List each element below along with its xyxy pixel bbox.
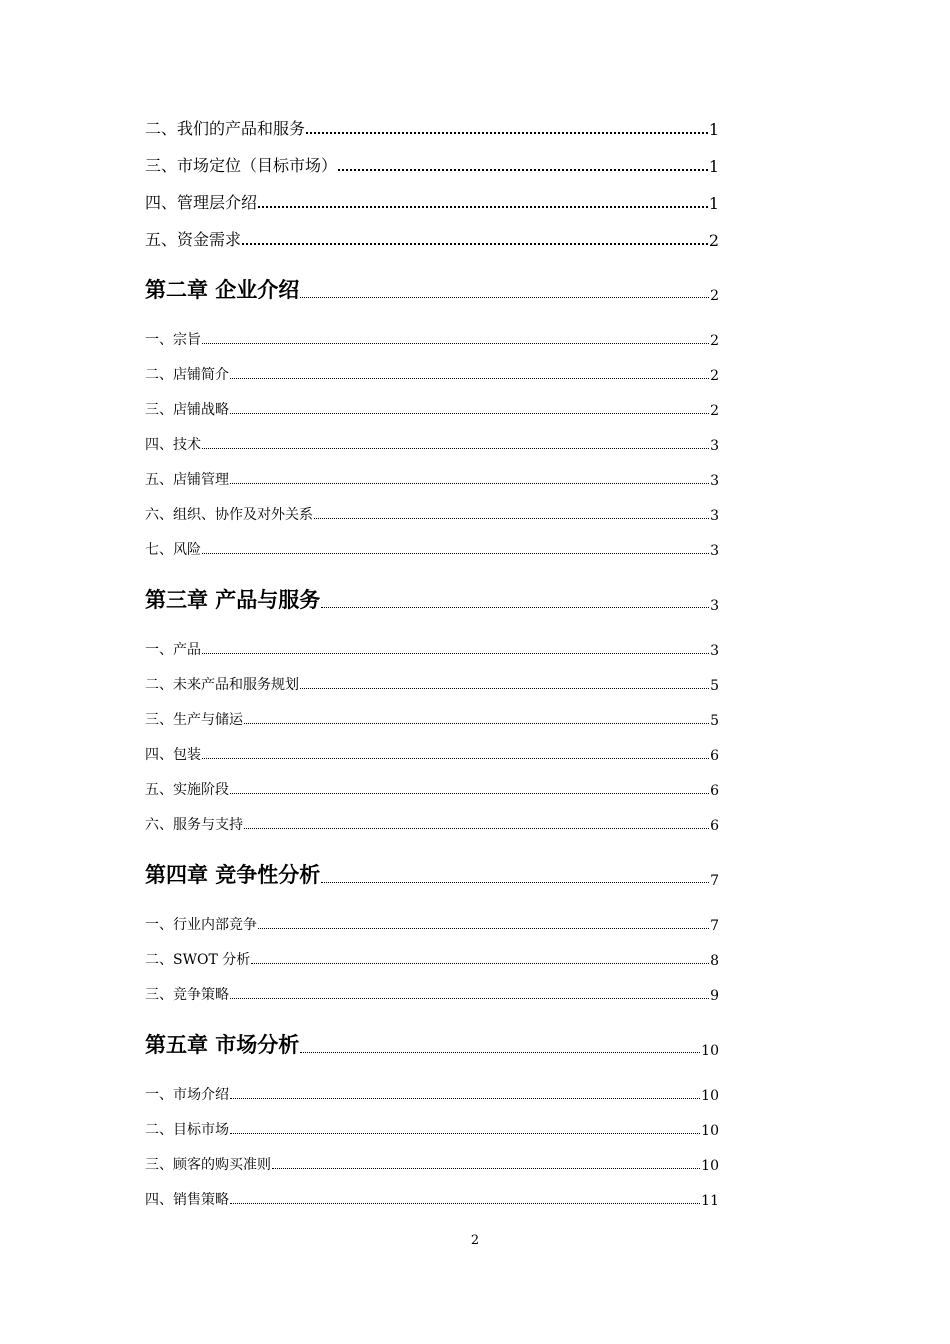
toc-leader-dots: [300, 1052, 700, 1053]
toc-entry-title: 四、销售策略: [145, 1192, 229, 1208]
toc-entry-page: 10: [701, 1043, 719, 1059]
toc-chapter-entry[interactable]: [145, 859, 719, 889]
toc-entry[interactable]: [145, 744, 719, 764]
toc-leader-dots: [230, 413, 709, 414]
toc-entry-title: 一、宗旨: [145, 332, 201, 348]
toc-chapter-entry[interactable]: [145, 1029, 719, 1059]
toc-entry[interactable]: [145, 1119, 719, 1139]
toc-entry[interactable]: [145, 779, 719, 799]
toc-chapter-title: 第二章 企业介绍: [145, 278, 300, 302]
toc-entry[interactable]: [145, 674, 719, 694]
toc-leader-dots: [244, 828, 709, 829]
toc-entry-title: 二、未来产品和服务规划: [145, 677, 299, 693]
toc-entry[interactable]: [145, 914, 719, 934]
toc-entry-page: 10: [701, 1158, 719, 1174]
page-number: 2: [470, 1233, 480, 1248]
toc-leader-dots: [230, 998, 709, 999]
toc-entry-page: 7: [710, 873, 719, 889]
toc-entry[interactable]: [145, 1084, 719, 1104]
toc-entry[interactable]: [145, 117, 719, 139]
toc-entry-title: 三、店铺战略: [145, 402, 229, 418]
toc-entry-title: 一、市场介绍: [145, 1087, 229, 1103]
toc-entry-page: 5: [710, 678, 719, 694]
toc-chapter-entry[interactable]: [145, 584, 719, 614]
toc-leader-dots: [300, 688, 709, 689]
toc-entry-page: 2: [708, 231, 719, 250]
toc-entry-page: 10: [701, 1088, 719, 1104]
toc-entry-title: 六、组织、协作及对外关系: [145, 507, 313, 523]
toc-entry-title: 六、服务与支持: [145, 817, 243, 833]
toc-entry-page: 5: [710, 713, 719, 729]
toc-entry-title: 五、店铺管理: [145, 472, 229, 488]
toc-entry-page: 8: [710, 953, 719, 969]
toc-entry-page: 3: [710, 473, 719, 489]
toc-entry-page: 3: [710, 438, 719, 454]
toc-leader-dots: [306, 132, 708, 134]
toc-entry-page: 9: [710, 988, 719, 1004]
toc-leader-dots: [300, 297, 709, 298]
toc-leader-dots: [202, 448, 709, 449]
toc-entry-title: 二、店铺简介: [145, 367, 229, 383]
toc-chapter-entry[interactable]: [145, 274, 719, 304]
toc-entry[interactable]: [145, 364, 719, 384]
toc-leader-dots: [258, 206, 708, 208]
toc-entry[interactable]: [145, 984, 719, 1004]
toc-entry[interactable]: [145, 814, 719, 834]
toc-entry[interactable]: [145, 639, 719, 659]
toc-entry-page: 1: [708, 120, 719, 139]
toc-entry-title: 三、竞争策略: [145, 987, 229, 1003]
toc-entry-page: 11: [701, 1193, 719, 1209]
toc-entry-page: 7: [710, 918, 719, 934]
toc-entry-page: 6: [710, 818, 719, 834]
toc-entry-title: 一、产品: [145, 642, 201, 658]
toc-entry[interactable]: [145, 399, 719, 419]
toc-entry-title: 一、行业内部竞争: [145, 917, 257, 933]
toc-entry[interactable]: [145, 1189, 719, 1209]
toc-entry-title: 二、我们的产品和服务: [145, 119, 306, 138]
toc-leader-dots: [321, 882, 709, 883]
toc-leader-dots: [272, 1168, 700, 1169]
toc-entry[interactable]: [145, 154, 719, 176]
toc-entry-page: 2: [710, 368, 719, 384]
toc-leader-dots: [202, 343, 709, 344]
toc-chapter-title: 第四章 竞争性分析: [145, 863, 321, 887]
toc-entry-title: 三、顾客的购买准则: [145, 1157, 271, 1173]
toc-leader-dots: [230, 378, 709, 379]
toc-entry[interactable]: [145, 434, 719, 454]
toc-entry-title: 三、生产与储运: [145, 712, 243, 728]
toc-entry[interactable]: [145, 469, 719, 489]
toc-entry-page: 2: [710, 333, 719, 349]
toc-entry[interactable]: [145, 329, 719, 349]
toc-leader-dots: [230, 1098, 700, 1099]
toc-entry-page: 6: [710, 748, 719, 764]
toc-leader-dots: [202, 653, 709, 654]
toc-entry-page: 3: [710, 543, 719, 559]
toc-leader-dots: [242, 243, 708, 245]
toc-leader-dots: [244, 723, 709, 724]
toc-leader-dots: [321, 607, 709, 608]
toc-entry-page: 1: [708, 157, 719, 176]
toc-leader-dots: [314, 518, 709, 519]
toc-entry-page: 6: [710, 783, 719, 799]
toc-entry-title: 二、目标市场: [145, 1122, 229, 1138]
toc-entry-page: 1: [708, 194, 719, 213]
toc-entry-title: 四、包装: [145, 747, 201, 763]
toc-entry-page: 3: [710, 508, 719, 524]
toc-entry-page: 3: [710, 643, 719, 659]
toc-entry[interactable]: [145, 949, 719, 969]
toc-leader-dots: [202, 758, 709, 759]
toc-entry-title: 二、SWOT 分析: [145, 952, 251, 968]
toc-entry-title: 三、市场定位（目标市场）: [145, 156, 338, 175]
toc-entry-page: 10: [701, 1123, 719, 1139]
toc-entry[interactable]: [145, 191, 719, 213]
toc-leader-dots: [258, 928, 709, 929]
toc-leader-dots: [251, 963, 709, 964]
toc-entry[interactable]: [145, 539, 719, 559]
toc-entry-title: 五、实施阶段: [145, 782, 229, 798]
toc-leader-dots: [230, 793, 709, 794]
toc-entry-page: 3: [710, 598, 719, 614]
toc-entry[interactable]: [145, 709, 719, 729]
toc-entry[interactable]: [145, 228, 719, 250]
toc-entry-page: 2: [710, 288, 719, 304]
toc-entry-title: 四、技术: [145, 437, 201, 453]
toc-chapter-title: 第五章 市场分析: [145, 1033, 300, 1057]
toc-chapter-title: 第三章 产品与服务: [145, 588, 321, 612]
toc-entry-title: 七、风险: [145, 542, 201, 558]
toc-entry[interactable]: [145, 1154, 719, 1174]
toc-leader-dots: [338, 169, 708, 171]
toc-leader-dots: [230, 483, 709, 484]
toc-entry-title: 五、资金需求: [145, 230, 242, 249]
toc-leader-dots: [230, 1203, 700, 1204]
toc-entry[interactable]: [145, 504, 719, 524]
toc-leader-dots: [202, 553, 709, 554]
toc-entry-page: 2: [710, 403, 719, 419]
toc-entry-title: 四、管理层介绍: [145, 193, 258, 212]
toc-leader-dots: [230, 1133, 700, 1134]
